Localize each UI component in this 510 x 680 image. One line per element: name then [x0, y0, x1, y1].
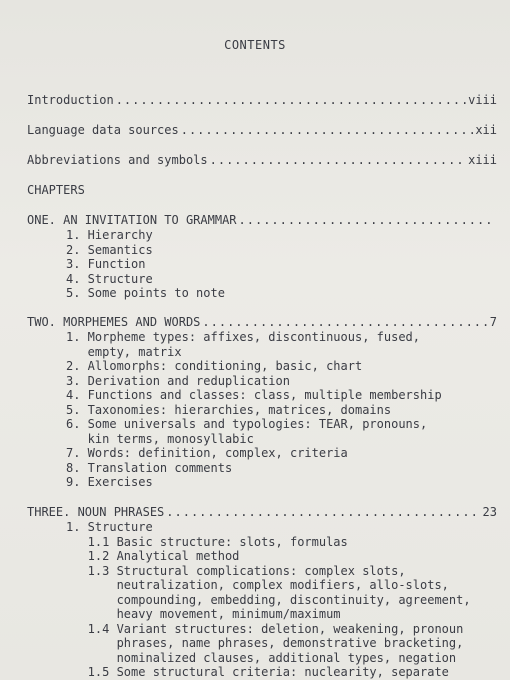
chapter-two-item: 3. Derivation and reduplication: [66, 373, 290, 388]
chapter-three-item: heavy movement, minimum/maximum: [66, 607, 341, 621]
dot-leader: [239, 213, 495, 227]
toc-entry-label: Introduction: [27, 93, 114, 107]
chapter-three-item: 1.1 Basic structure: slots, formulas: [66, 534, 348, 549]
chapter-three-item: 1. Structure: [66, 520, 153, 534]
dot-leader: [202, 315, 487, 329]
chapter-three-entry: [27, 505, 497, 519]
chapter-title: TWO. MORPHEMES AND WORDS: [27, 315, 201, 329]
chapter-three-item: neutralization, complex modifiers, allo-slots,: [66, 578, 449, 592]
toc-entry-introduction: [27, 93, 497, 107]
chapter-two-item: 9. Exercises: [66, 475, 153, 489]
chapter-three-item: 1.4 Variant structures: deletion, weakening, pronoun: [66, 621, 464, 636]
chapter-one-item: 1. Hierarchy: [66, 228, 153, 242]
chapter-page: 23: [482, 505, 497, 519]
chapter-title: ONE. AN INVITATION TO GRAMMAR: [27, 213, 237, 227]
chapter-two-item: 7. Words: definition, complex, criteria: [66, 446, 348, 460]
chapter-three-item: compounding, embedding, discontinuity, agreement,: [66, 592, 471, 607]
toc-entry-page: xiii: [468, 153, 497, 167]
chapter-one-entry: [27, 213, 497, 227]
chapters-heading: CHAPTERS: [27, 183, 85, 197]
chapter-three-item: 1.2 Analytical method: [66, 549, 240, 563]
chapter-two-item: empty, matrix: [66, 344, 182, 359]
toc-entry-page: xii: [475, 123, 497, 137]
toc-entry-language-data: [27, 123, 497, 137]
chapter-one-item: 3. Function: [66, 257, 146, 271]
chapter-three-item: phrases, name phrases, demonstrative bracketing,: [66, 636, 464, 650]
chapter-one-item: 5. Some points to note: [66, 286, 225, 300]
dot-leader: [210, 153, 466, 167]
dot-leader: [166, 505, 480, 519]
dot-leader: [181, 123, 474, 137]
toc-entry-page: viii: [468, 93, 497, 107]
chapter-page: 7: [489, 315, 497, 329]
chapter-two-item: 2. Allomorphs: conditioning, basic, chart: [66, 359, 363, 373]
chapter-two-item: kin terms, monosyllabic: [66, 431, 254, 446]
chapter-two-item: 1. Morpheme types: affixes, discontinuous, fused,: [66, 330, 421, 344]
chapter-two-item: 4. Functions and classes: class, multiple membership: [66, 388, 442, 402]
chapter-three-item: 1.5 Some structural criteria: nuclearity, separate: [66, 665, 449, 679]
chapter-two-entry: [27, 315, 497, 329]
chapter-three-item: nominalized clauses, additional types, negation: [66, 650, 457, 665]
page-title: CONTENTS: [224, 38, 286, 52]
chapter-title: THREE. NOUN PHRASES: [27, 505, 165, 519]
chapter-two-item: 8. Translation comments: [66, 460, 233, 475]
dot-leader: [116, 93, 466, 107]
toc-entry-label: Language data sources: [27, 123, 179, 137]
toc-entry-label: Abbreviations and symbols: [27, 153, 208, 167]
toc-entry-abbreviations: [27, 153, 497, 167]
chapter-one-item: 2. Semantics: [66, 242, 153, 257]
chapter-two-item: 5. Taxonomies: hierarchies, matrices, domains: [66, 402, 392, 417]
chapter-one-item: 4. Structure: [66, 271, 153, 286]
chapter-three-item: 1.3 Structural complications: complex slots,: [66, 563, 406, 578]
chapter-two-item: 6. Some universals and typologies: TEAR, pronouns,: [66, 417, 428, 431]
